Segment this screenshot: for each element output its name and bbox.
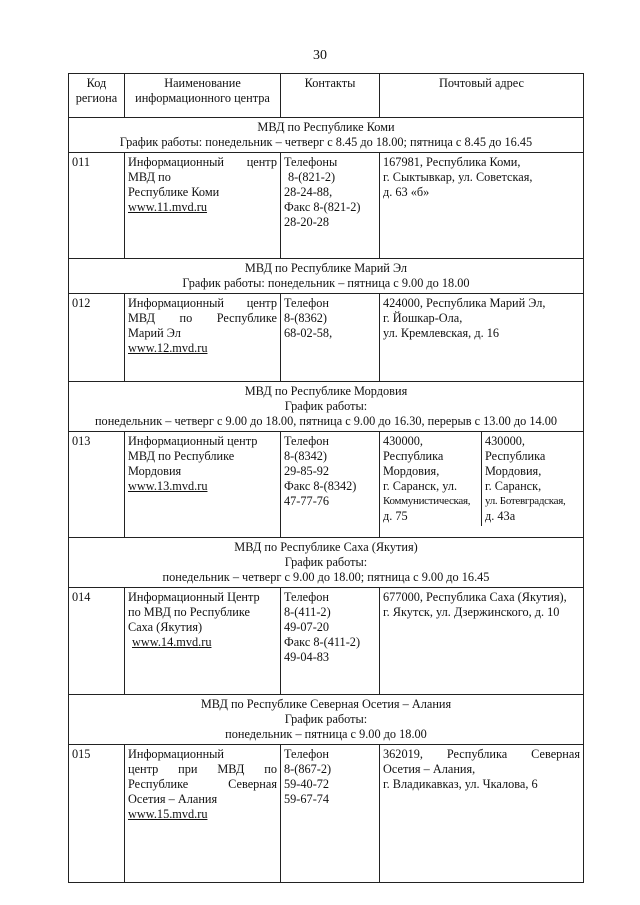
section-header-komi [69, 118, 584, 153]
center-name: Информационный центр МВД по Республике Марий Эл www.12.mvd.ru [125, 294, 281, 382]
address-left: 430000, Республика Мордовия, г. Саранск, ул. Коммунистическая, д. 75 [383, 434, 471, 523]
site-link[interactable]: www.14.mvd.ru [132, 635, 212, 649]
section-schedule: График работы: [284, 399, 368, 413]
region-code: 011 [69, 153, 125, 259]
site-link[interactable]: www.15.mvd.ru [128, 807, 208, 821]
table-header-row [69, 74, 584, 118]
table-row [69, 588, 584, 695]
center-name: Информационный центр МВД по Республике Коми www.11.mvd.ru [125, 153, 281, 259]
table-row [69, 294, 584, 382]
section-title: МВД по Республике Северная Осетия – Алания [200, 697, 452, 711]
section-title: МВД по Республике Саха (Якутия) [234, 540, 418, 554]
header-address: Почтовый адрес [380, 74, 584, 118]
center-name: Информационный центр МВД по Республике Мордовия www.13.mvd.ru [125, 432, 281, 538]
address-split [380, 432, 583, 526]
postal-address: 167981, Республика Коми, г. Сыктывкар, ул. Советская, д. 63 «б» [380, 153, 584, 259]
section-header-sakha [69, 538, 584, 588]
section-schedule: График работы: понедельник – пятница с 9.00 до 18.00 [182, 276, 470, 290]
region-code: 012 [69, 294, 125, 382]
contacts: Телефон 8-(867-2) 59-40-72 59-67-74 [281, 745, 380, 883]
page-number: 30 [313, 48, 327, 63]
table-row [69, 432, 584, 538]
section-schedule-hours: понедельник – четверг с 9.00 до 18.00; пятница с 9.00 до 16.45 [162, 570, 490, 584]
section-schedule: График работы: [284, 555, 368, 569]
contacts: Телефон 8-(8342) 29-85-92 Факс 8-(8342) 47-77-76 [281, 432, 380, 538]
contacts: Телефоны 8-(821-2) 28-24-88, Факс 8-(821-2) 28-20-28 [281, 153, 380, 259]
section-header-mordovia [69, 382, 584, 432]
site-link[interactable]: www.13.mvd.ru [128, 479, 208, 493]
center-name: Информационный Центр по МВД по Республике Саха (Якутия) www.14.mvd.ru [125, 588, 281, 695]
section-header-north-ossetia [69, 695, 584, 745]
section-schedule-hours: понедельник – четверг с 9.00 до 18.00, пятница с 9.00 до 16.30, перерыв с 13.00 до 14.00 [94, 414, 558, 428]
section-schedule: График работы: понедельник – четверг с 8.45 до 18.00; пятница с 8.45 до 16.45 [119, 135, 533, 149]
site-link[interactable]: www.12.mvd.ru [128, 341, 208, 355]
section-schedule-hours: понедельник – пятница с 9.00 до 18.00 [225, 727, 427, 741]
center-name: Информационный центр при МВД по Республике Северная Осетия – Алания www.15.mvd.ru [125, 745, 281, 883]
region-code: 013 [69, 432, 125, 538]
region-code: 015 [69, 745, 125, 883]
table-row [69, 745, 584, 883]
section-header-mari-el [69, 259, 584, 294]
header-code: Код региона [69, 74, 125, 118]
contacts: Телефон 8-(411-2) 49-07-20 Факс 8-(411-2) 49-04-83 [281, 588, 380, 695]
header-contacts: Контакты [281, 74, 380, 118]
region-code: 014 [69, 588, 125, 695]
table-row [69, 153, 584, 259]
section-title: МВД по Республике Марий Эл [244, 261, 408, 275]
postal-address: 424000, Республика Марий Эл, г. Йошкар-Ола, ул. Кремлевская, д. 16 [380, 294, 584, 382]
postal-address [380, 432, 584, 538]
site-link[interactable]: www.11.mvd.ru [128, 200, 208, 214]
postal-address: 362019, Республика Северная Осетия – Алания, г. Владикавказ, ул. Чкалова, 6 [380, 745, 584, 883]
section-schedule: График работы: [284, 712, 368, 726]
contacts: Телефон 8-(8362) 68-02-58, [281, 294, 380, 382]
section-title: МВД по Республике Коми [257, 120, 395, 134]
info-centers-table [68, 73, 584, 883]
address-right: 430000, Республика Мордовия, г. Саранск, ул. Ботевградская, д. 43а [481, 432, 583, 526]
header-name: Наименование информационного центра [125, 74, 281, 118]
postal-address: 677000, Республика Саха (Якутия), г. Якутск, ул. Дзержинского, д. 10 [380, 588, 584, 695]
section-title: МВД по Республике Мордовия [244, 384, 408, 398]
